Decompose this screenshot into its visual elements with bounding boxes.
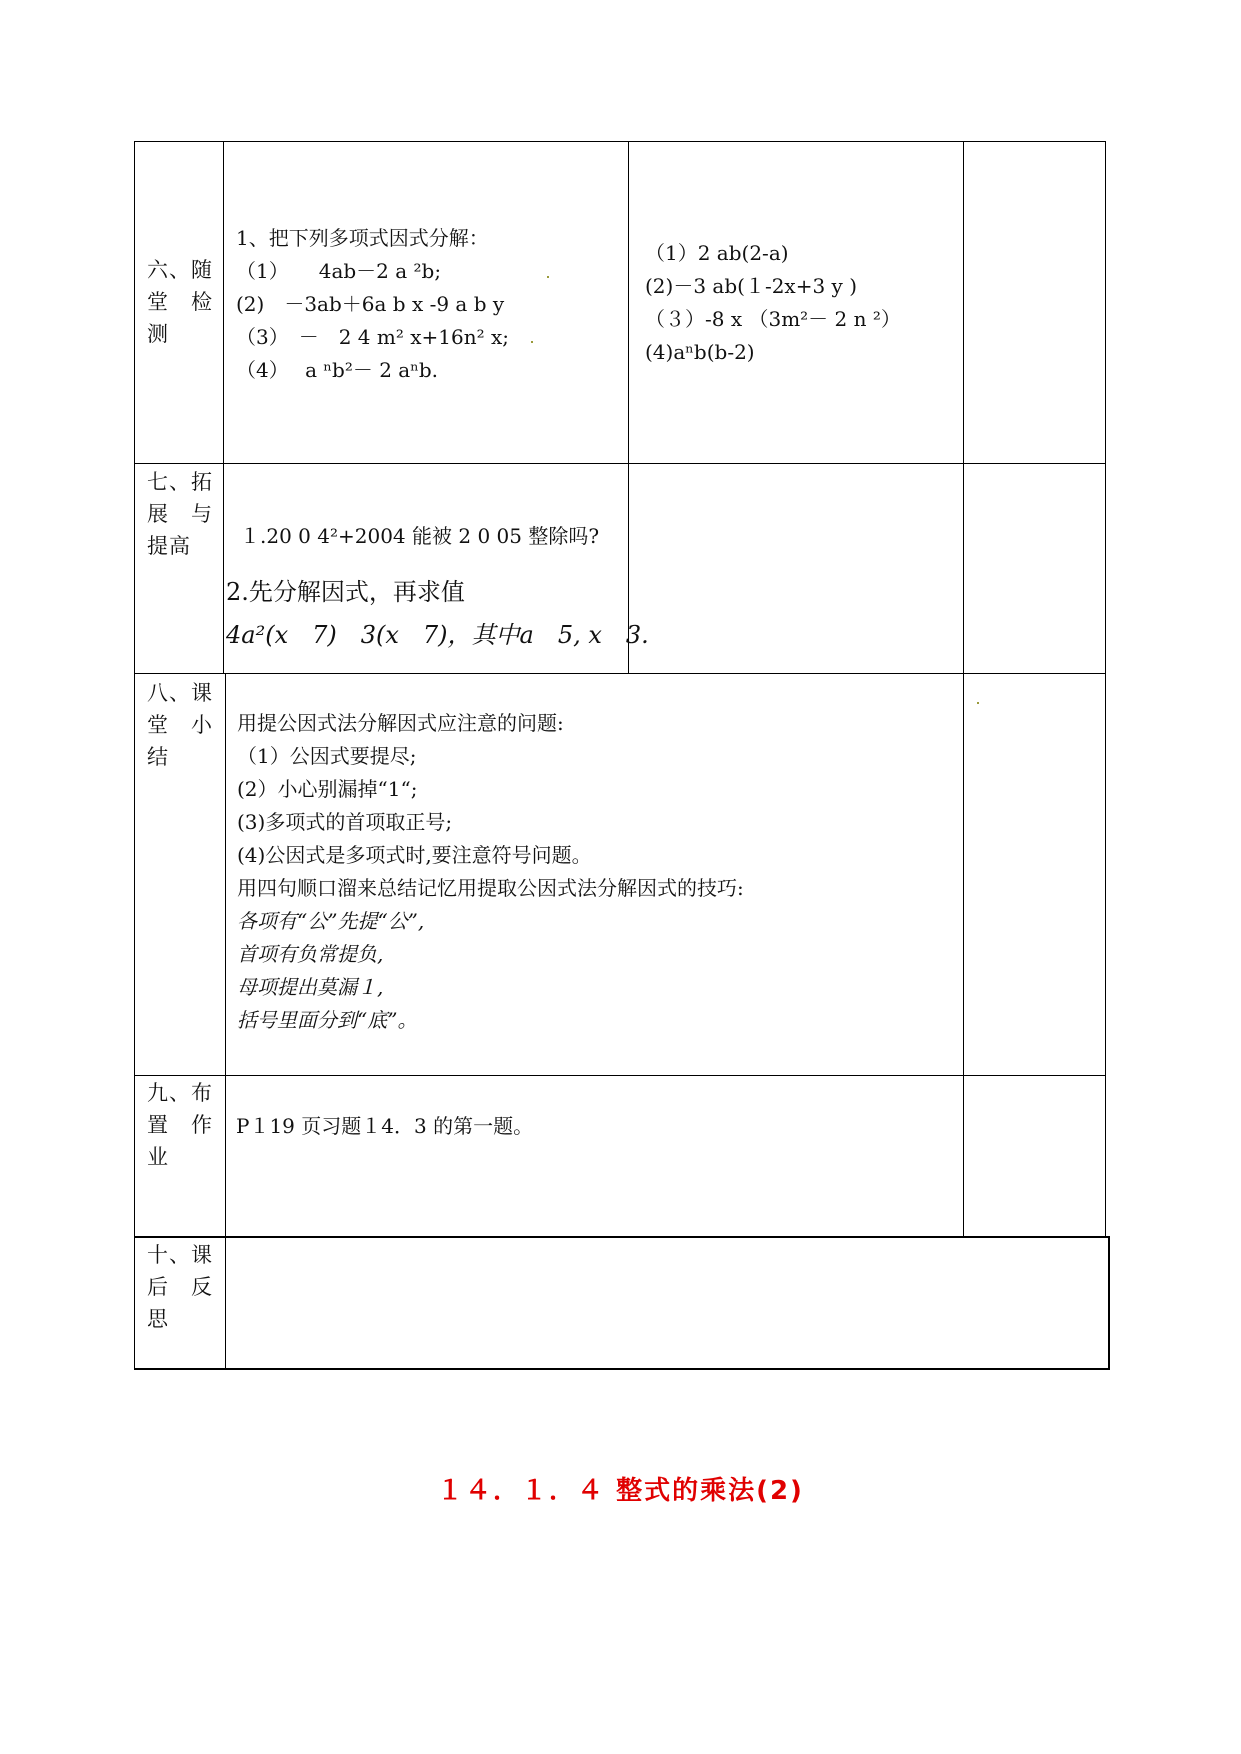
question-2: 2.先分解因式，再求值 [226,578,465,606]
question-1: １.20 0 4²+2004 能被 2 0 05 整除吗? [240,524,600,548]
row-label: 七、拓 展 与 提高 [147,470,213,558]
section-title: １４．１．４ 整式的乘法(2) [437,1476,804,1506]
row-label: 六、随 堂 检 测 [147,258,213,346]
summary-list: 用提公因式法分解因式应注意的问题: （1）公因式要提尽; (2）小心别漏掉“1“; (3)多项式的首项取正号; (4)公因式是多项式时,要注意符号问题。 用四句顺口溜来总结记忆用提取公因式法分解因式的技巧: 各项有“公”先提“公”, 首项有负常提负, 母项提出莫漏１, 括号里面分到“底”。 [237,711,744,1032]
row-label: 八、课 堂 小 结 [147,681,213,769]
answer-list: （1）2 ab(2-a) (2)－3 ab(１-2x+3 y ) （３）-8 x （3m²－ 2 n ²） (4)aⁿb(b-2) [645,241,901,364]
row-label: 十、课 后 反 思 [147,1243,213,1331]
stray-dot [547,276,549,278]
question-2-expression: 4a²(x 7) 3(x 7)，其中a 5, x 3. [226,621,649,649]
stray-dot [977,702,979,704]
row-label: 九、布 置 作 业 [147,1081,213,1169]
exercise-list: 1、把下列多项式因式分解： （1） 4ab－2 a ²b; (2) －3ab＋6a b x -9 a b y （3） － 2 4 m² x+16n² x; （4） a ⁿb²－ 2 aⁿb. [236,226,509,382]
stray-dot [531,341,533,343]
homework-text: P１19 页习题１4．3 的第一题。 [236,1114,534,1138]
